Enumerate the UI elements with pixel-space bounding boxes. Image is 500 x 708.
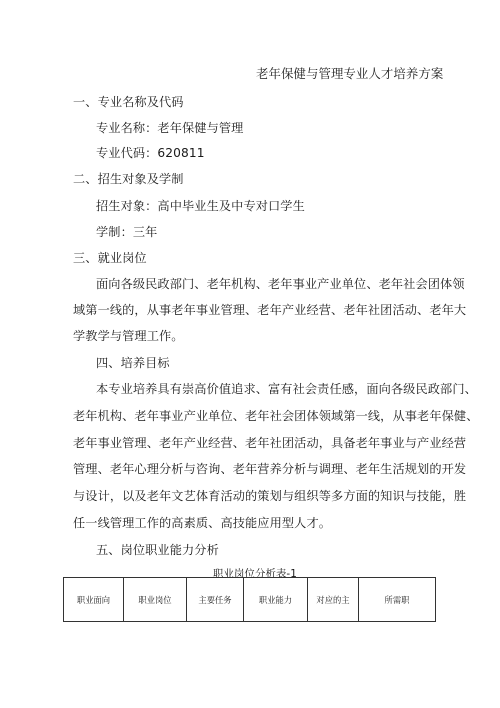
- table-header-cell: 职业能力: [244, 578, 308, 622]
- table-header-cell: 对应的主: [308, 578, 359, 622]
- major-name-line: 专业名称：老年保健与管理: [96, 121, 244, 135]
- table-header-cell: 职业面向: [64, 578, 124, 622]
- section-heading: 一、专业名称及代码: [73, 95, 184, 109]
- paragraph-line: 老年机构、老年事业产业单位、老年社会团体领域第一线，从事老年保健、: [73, 409, 479, 423]
- paragraph-line: 任一线管理工作的高素质、高技能应用型人才。: [73, 516, 332, 530]
- major-code-line: 专业代码：620811: [96, 146, 205, 160]
- section-heading: 三、就业岗位: [73, 251, 147, 265]
- paragraph-line: 本专业培养具有崇高价值追求、富有社会责任感，面向各级民政部门、: [96, 382, 477, 396]
- section-heading: 二、招生对象及学制: [73, 172, 184, 186]
- section-heading: 四、培养目标: [96, 356, 170, 370]
- paragraph-line: 老年事业管理、老年产业经营、老年社团活动，具备老年事业与产业经营: [73, 436, 467, 450]
- table-caption: 职业岗位分析表-1: [213, 568, 297, 580]
- enrollment-target-line: 招生对象：高中毕业生及中专对口学生: [96, 199, 305, 213]
- section-heading: 五、岗位职业能力分析: [96, 543, 219, 557]
- paragraph-line: 学教学与管理工作。: [73, 329, 184, 343]
- table-header-cell: 职业岗位: [124, 578, 187, 622]
- paragraph-line: 管理、老年心理分析与咨询、老年营养分析与调理、老年生活规划的开发: [73, 462, 467, 476]
- job-analysis-table: [63, 577, 436, 622]
- document-title: 老年保健与管理专业人才培养方案: [256, 66, 444, 81]
- paragraph-line: 与设计，以及老年文艺体育活动的策划与组织等多方面的知识与技能，胜: [73, 489, 467, 503]
- paragraph-line: 面向各级民政部门、老年机构、老年事业产业单位、老年社会团体领: [96, 277, 465, 291]
- table-header-cell: 所需职: [359, 578, 436, 622]
- study-length-line: 学制：三年: [96, 225, 158, 239]
- paragraph-line: 域第一线的，从事老年事业管理、老年产业经营、老年社团活动、老年大: [73, 303, 467, 317]
- table-header-row: [64, 578, 436, 622]
- table-header-cell: 主要任务: [187, 578, 244, 622]
